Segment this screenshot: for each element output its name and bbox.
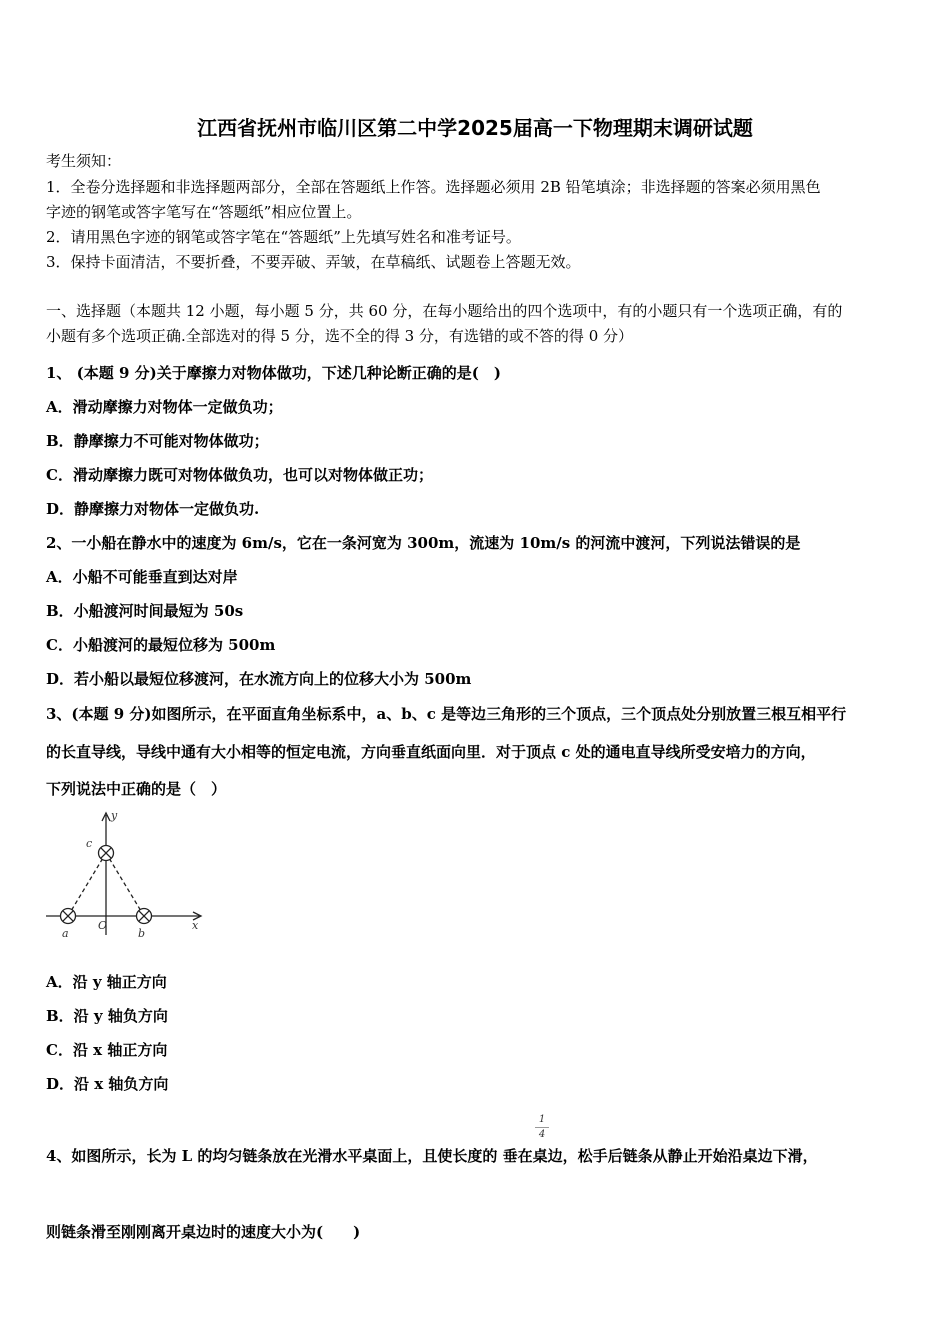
q4-fraction-numerator: 1 <box>538 1114 546 1125</box>
q1-option-a: A．滑动摩擦力对物体一定做负功； <box>46 398 283 416</box>
section-header-line-2: 小题有多个选项正确.全部选对的得 5 分，选不全的得 3 分，有选错的或不答的得 0 分） <box>46 327 634 345</box>
q2-option-d: D．若小船以最短位移渡河，在水流方向上的位移大小为 500m <box>46 670 472 688</box>
q1-option-b: B．静摩擦力不可能对物体做功； <box>46 432 269 450</box>
q2-option-c: C．小船渡河的最短位移为 500m <box>46 636 276 654</box>
q2-option-a: A．小船不可能垂直到达对岸 <box>46 568 238 586</box>
q1-stem: 1、 (本题 9 分)关于摩擦力对物体做功，下述几种论断正确的是( ) <box>46 364 501 382</box>
q2-stem: 2、一小船在静水中的速度为 6m/s，它在一条河宽为 300m，流速为 10m/s 的河流中渡河，下列说法错误的是 <box>46 534 801 552</box>
q4-stem-line-1: 4、如图所示，长为 L 的均匀链条放在光滑水平桌面上，且使长度的 垂在桌边，松手后链条从静止开始沿桌边下滑， <box>46 1147 818 1165</box>
label-o: O <box>98 919 108 932</box>
q3-option-c: C．沿 x 轴正方向 <box>46 1041 168 1059</box>
triangle-side-bc <box>106 853 144 916</box>
notice-line-3: 3．保持卡面清洁，不要折叠，不要弄破、弄皱，在草稿纸、试题卷上答题无效。 <box>46 253 581 271</box>
q3-option-d: D．沿 x 轴负方向 <box>46 1075 169 1093</box>
triangle-side-ac <box>68 853 106 916</box>
q1-option-c: C．滑动摩擦力既可对物体做负功，也可以对物体做正功； <box>46 466 433 484</box>
q4-fraction-denominator: 4 <box>538 1129 546 1140</box>
q3-stem-line-1: 3、(本题 9 分)如图所示，在平面直角坐标系中，a、b、c 是等边三角形的三个顶点，三个顶点处分别放置三根互相平行 <box>46 705 847 723</box>
q4-fraction-bar <box>535 1127 549 1128</box>
section-header-line-1: 一、选择题（本题共 12 小题，每小题 5 分，共 60 分，在每小题给出的四个选项中，有的小题只有一个选项正确，有的 <box>46 302 843 320</box>
label-a: a <box>62 927 69 940</box>
label-b: b <box>138 927 146 940</box>
notice-line-1a: 1．全卷分选择题和非选择题两部分，全部在答题纸上作答。选择题必须用 2B 铅笔填涂；非选择题的答案必须用黑色 <box>46 178 821 196</box>
label-y: y <box>111 809 118 822</box>
notice-line-2: 2．请用黑色字迹的钢笔或答字笔在“答题纸”上先填写姓名和准考证号。 <box>46 228 521 246</box>
q4-fraction <box>535 1114 549 1141</box>
notice-heading: 考生须知： <box>46 152 122 170</box>
wire-b-cross-icon <box>137 909 152 924</box>
wire-a-cross-icon <box>61 909 76 924</box>
q3-stem-line-2: 的长直导线，导线中通有大小相等的恒定电流，方向垂直纸面向里．对于顶点 c 处的通电直导线所受安培力的方向， <box>46 743 816 761</box>
q3-stem-line-3: 下列说法中正确的是（ ） <box>46 780 227 798</box>
q1-option-d: D．静摩擦力对物体一定做负功. <box>46 500 260 518</box>
label-c: c <box>86 837 93 850</box>
q2-option-b: B．小船渡河时间最短为 50s <box>46 602 244 620</box>
notice-line-1b: 字迹的钢笔或答字笔写在“答题纸”相应位置上。 <box>46 203 362 221</box>
q3-option-a: A．沿 y 轴正方向 <box>46 973 167 991</box>
page-title: 江西省抚州市临川区第二中学2025届高一下物理期末调研试题 <box>197 116 753 140</box>
q3-coordinate-figure <box>40 805 210 940</box>
wire-c-cross-icon <box>99 846 114 861</box>
q3-option-b: B．沿 y 轴负方向 <box>46 1007 168 1025</box>
q4-stem-line-2: 则链条滑至刚刚离开桌边时的速度大小为( ) <box>46 1223 361 1241</box>
label-x: x <box>192 919 199 932</box>
